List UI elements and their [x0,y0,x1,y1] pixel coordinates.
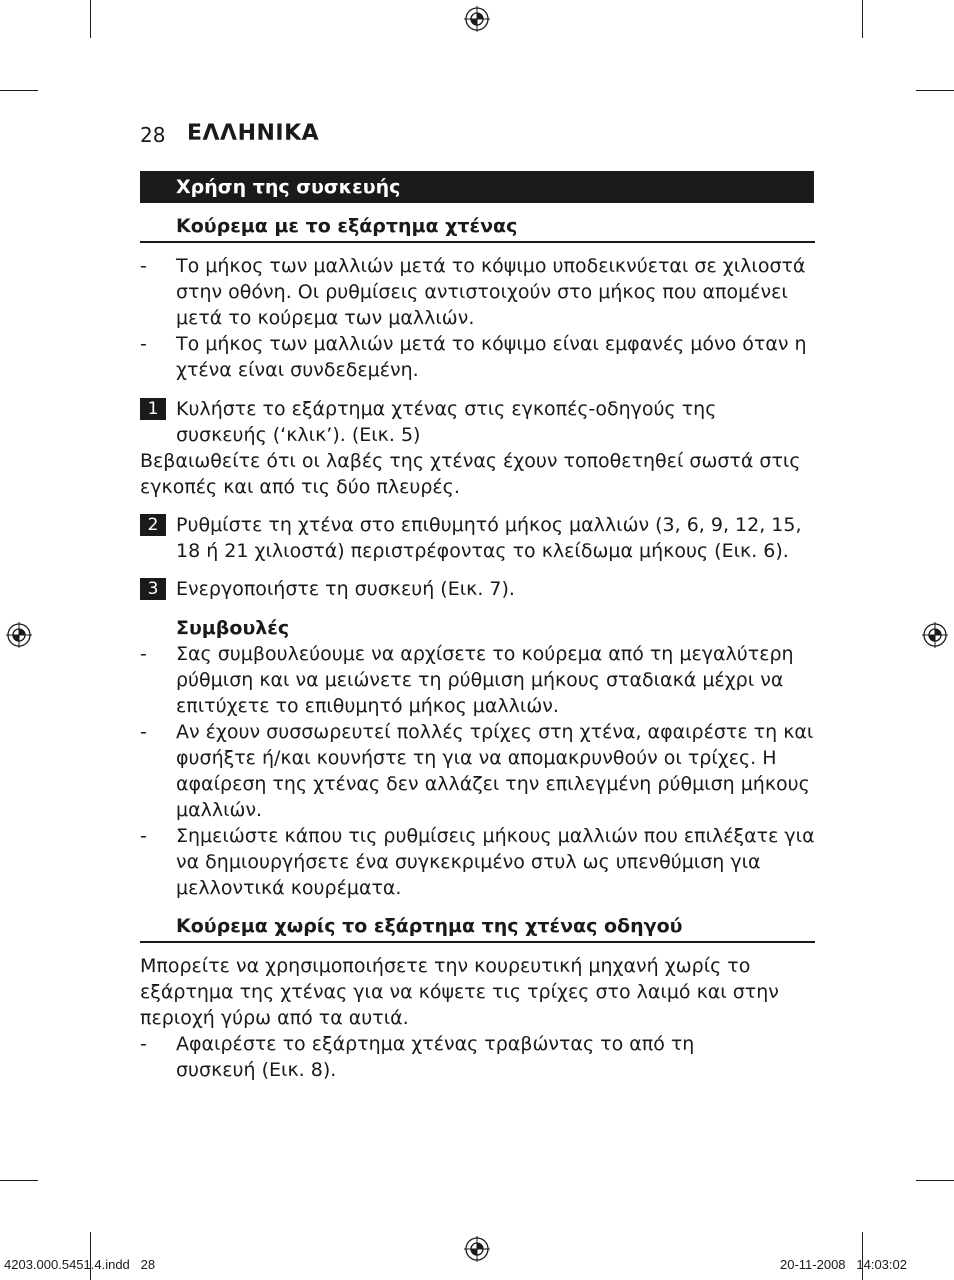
footer-date-slug: 20-11-2008 14:03:02 [780,1257,907,1272]
intro-paragraph: Μπορείτε να χρησιμοποιήσετε την κουρευτική μηχανή χωρίς το εξάρτημα της χτένας για να κόψετε τις τρίχες στο λαιμό και στην περιοχή γύρω από τα αυτιά. [140,955,779,1029]
bullet-text: Το μήκος των μαλλιών μετά το κόψιμο είναι εμφανές μόνο όταν η χτένα είναι συνδεδεμένη. [176,333,807,381]
bullet-dash: - [140,1033,147,1055]
subsection-title: Κούρεμα με το εξάρτημα χτένας [176,215,518,237]
step-note: Βεβαιωθείτε ότι οι λαβές της χτένας έχουν τοποθετηθεί σωστά στις εγκοπές και από τις δύο πλευρές. [140,450,801,498]
section-title: Χρήση της συσκευής [176,176,401,198]
registration-mark-icon [6,622,32,648]
heading-rule [140,941,815,943]
crop-mark [916,90,954,91]
bullet-dash: - [140,333,147,355]
step-number-badge: 1 [140,398,166,420]
tips-title: Συμβουλές [176,617,290,639]
bullet-dash: - [140,825,147,847]
crop-mark [862,1232,863,1280]
page-language-title: ΕΛΛΗΝΙΚΑ [187,121,320,146]
step-text: Ρυθμίστε τη χτένα στο επιθυμητό μήκος μαλλιών (3, 6, 9, 12, 15, 18 ή 21 χιλιοστά) περιστρέφοντας το κλείδωμα μήκους (Εικ. 6). [176,514,802,562]
crop-mark [0,1180,38,1181]
section-bar [140,171,814,203]
registration-mark-icon [464,6,490,32]
crop-mark [0,90,38,91]
footer-file-slug: 4203.000.5451.4.indd 28 [4,1257,156,1272]
tip-text: Σας συμβουλεύουμε να αρχίσετε το κούρεμα από τη μεγαλύτερη ρύθμιση και να μειώνετε τη ρύθμιση μήκους σταδιακά μέχρι να επιτύχετε το επιθυμητό μήκος μαλλιών. [176,643,794,717]
step-number-badge: 2 [140,514,166,536]
bullet-text: Αφαιρέστε το εξάρτημα χτένας τραβώντας το από τη συσκευή (Εικ. 8). [176,1033,695,1081]
step-number-badge: 3 [140,578,166,600]
registration-mark-icon [922,622,948,648]
heading-rule [140,241,815,243]
step-text: Ενεργοποιήστε τη συσκευή (Εικ. 7). [176,578,515,600]
page-number: 28 [140,123,166,147]
tip-text: Σημειώστε κάπου τις ρυθμίσεις μήκους μαλλιών που επιλέξατε για να δημιουργήσετε ένα συγκεκριμένο στυλ ως υπενθύμιση για μελλοντικά κουρέματα. [176,825,815,899]
registration-mark-icon [464,1236,490,1262]
step-text: Κυλήστε το εξάρτημα χτένας στις εγκοπές-οδηγούς της συσκευής (‘κλικ’). (Εικ. 5) [176,398,717,446]
crop-mark [916,1180,954,1181]
bullet-text: Το μήκος των μαλλιών μετά το κόψιμο υποδεικνύεται σε χιλιοστά στην οθόνη. Οι ρυθμίσεις αντιστοιχούν στο μήκος που απομένει μετά το κούρεμα των μαλλιών. [176,255,806,329]
bullet-dash: - [140,643,147,665]
crop-mark [90,1232,91,1280]
subsection-title: Κούρεμα χωρίς το εξάρτημα της χτένας οδηγού [176,915,683,937]
crop-mark [862,0,863,38]
bullet-dash: - [140,255,147,277]
tip-text: Αν έχουν συσσωρευτεί πολλές τρίχες στη χτένα, αφαιρέστε τη και φυσήξτε ή/και κουνήστε τη για να απομακρυνθούν οι τρίχες. Η αφαίρεση της χτένας δεν αλλάζει την επιλεγμένη ρύθμιση μήκους μαλλιών. [176,721,814,821]
crop-mark [90,0,91,38]
bullet-dash: - [140,721,147,743]
